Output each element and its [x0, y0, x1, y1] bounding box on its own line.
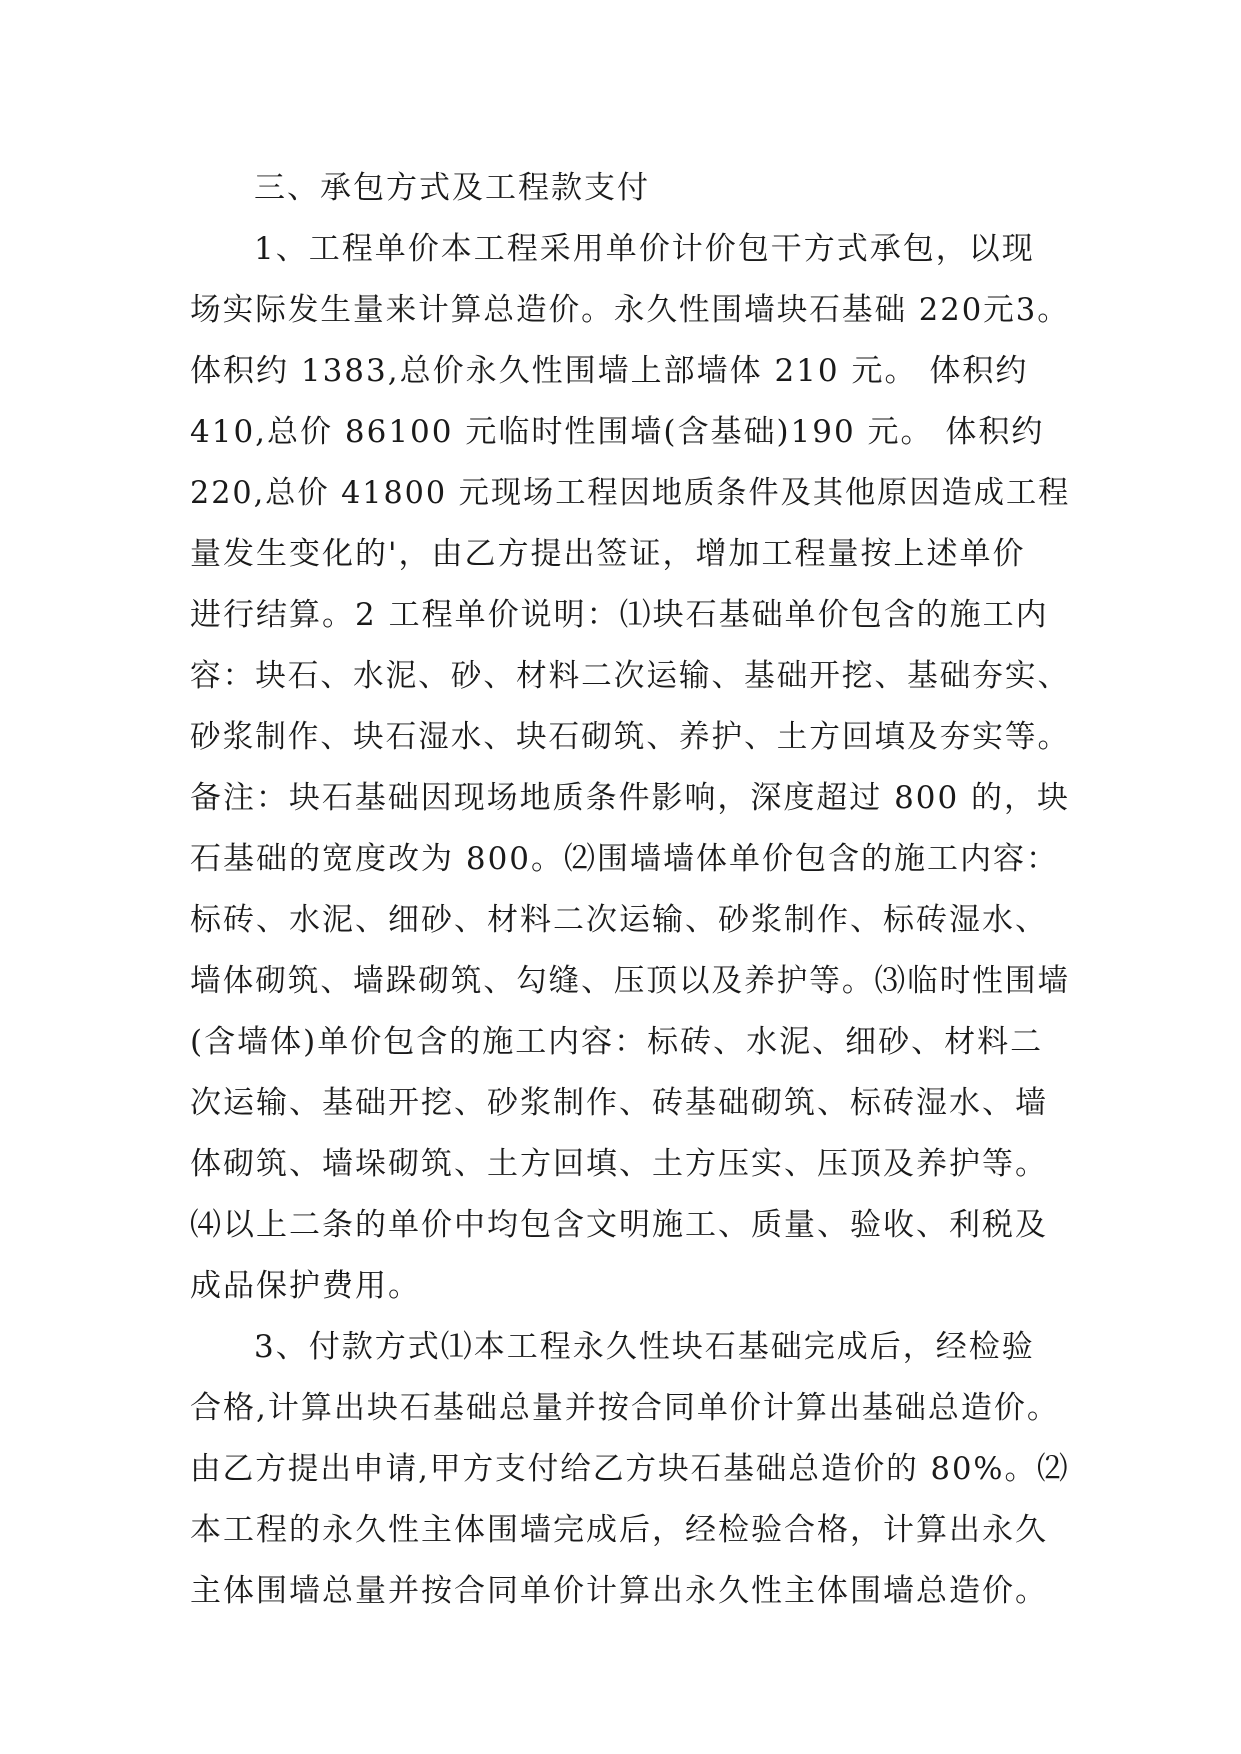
paragraph-line: 1、工程单价本工程采用单价计价包干方式承包，以现: [254, 231, 1035, 267]
paragraph-line: ⑷以上二条的单价中均包含文明施工、质量、验收、利税及: [190, 1207, 1048, 1243]
paragraph-line: 进行结算。2 工程单价说明：⑴块石基础单价包含的施工内: [190, 597, 1049, 633]
paragraph-line: 砂浆制作、块石湿水、块石砌筑、养护、土方回填及夯实等。: [190, 719, 1071, 755]
paragraph-line: 3、付款方式⑴本工程永久性块石基础完成后，经检验: [254, 1329, 1035, 1365]
paragraph-line: 本工程的永久性主体围墙完成后，经检验合格，计算出永久: [190, 1512, 1048, 1548]
paragraph-line: (含墙体)单价包含的施工内容：标砖、水泥、细砂、材料二: [190, 1024, 1044, 1060]
paragraph-line: 主体围墙总量并按合同单价计算出永久性主体围墙总造价。: [190, 1573, 1048, 1609]
paragraph-line: 410,总价 86100 元临时性围墙(含基础)190 元。 体积约: [190, 414, 1045, 450]
paragraph-line: 220,总价 41800 元现场工程因地质条件及其他原因造成工程: [190, 475, 1071, 511]
paragraph-line: 次运输、基础开挖、砂浆制作、砖基础砌筑、标砖湿水、墙: [190, 1085, 1048, 1121]
paragraph-line: 体砌筑、墙垛砌筑、土方回填、土方压实、压顶及养护等。: [190, 1146, 1048, 1182]
paragraph-line: 量发生变化的'，由乙方提出签证，增加工程量按上述单价: [190, 536, 1026, 572]
paragraph-line: 体积约 1383,总价永久性围墙上部墙体 210 元。 体积约: [190, 353, 1029, 389]
paragraph-line: 标砖、水泥、细砂、材料二次运输、砂浆制作、标砖湿水、: [190, 902, 1048, 938]
paragraph-line: 成品保护费用。: [190, 1268, 421, 1304]
paragraph-line: 场实际发生量来计算总造价。永久性围墙块石基础 220元3。: [190, 292, 1070, 328]
document-body: [190, 158, 1070, 1622]
paragraph-line: 备注：块石基础因现场地质条件影响，深度超过 800 的，块: [190, 780, 1070, 816]
section-heading: 三、承包方式及工程款支付: [254, 170, 650, 206]
paragraph-line: 容：块石、水泥、砂、材料二次运输、基础开挖、基础夯实、: [190, 658, 1071, 694]
paragraph-line: 合格,计算出块石基础总量并按合同单价计算出基础总造价。: [190, 1390, 1060, 1426]
paragraph-line: 墙体砌筑、墙跺砌筑、勾缝、压顶以及养护等。⑶临时性围墙: [190, 963, 1071, 999]
paragraph-line: 由乙方提出申请,甲方支付给乙方块石基础总造价的 80%。⑵: [190, 1451, 1070, 1487]
paragraph-line: 石基础的宽度改为 800。⑵围墙墙体单价包含的施工内容：: [190, 841, 1060, 877]
